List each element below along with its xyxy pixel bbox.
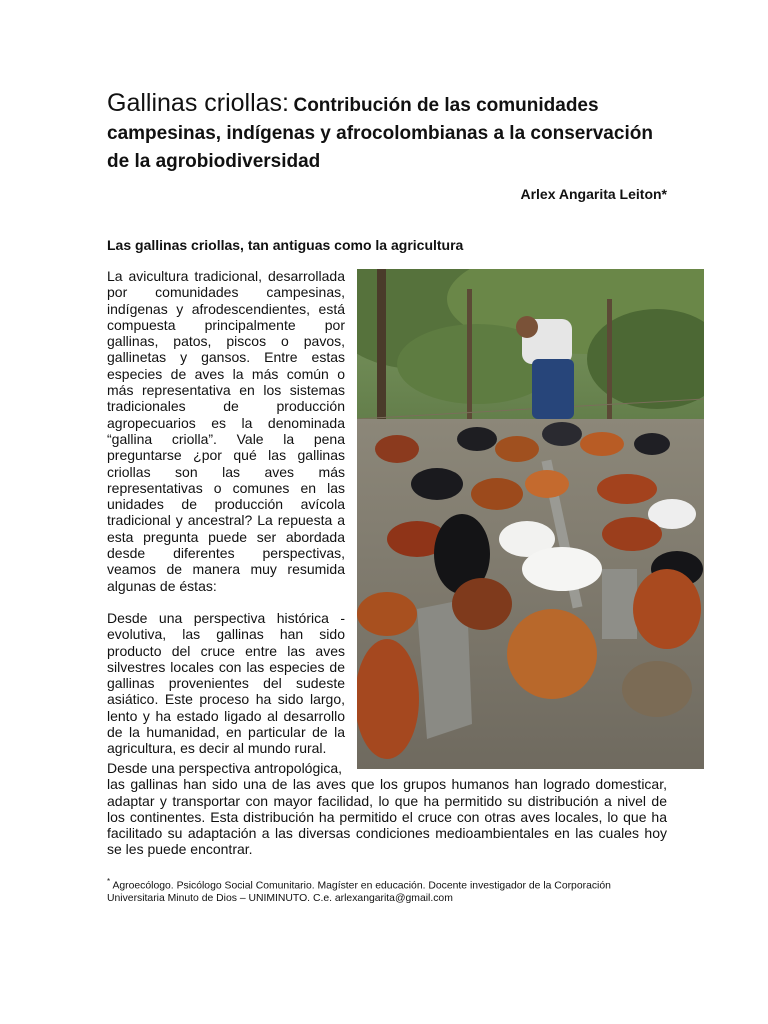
title-subtitle: Contribución de las comunidades campesinas, indígenas y afrocolombianas a la conservación de la agrobiodiversidad <box>107 95 653 172</box>
paragraph-1: La avicultura tradicional, desarrollada por comunidades campesinas, indígenas y afrodescendientes, está compuesta principalmente por gallinas, patos, piscos o pavos, gallinetas y gansos. Entre estas especies de aves la más común o más representativa en los sistemas tradicionales de producción agropecuarios es la denominada “gallina criolla”. Vale la pena preguntarse ¿por qué las gallinas criollas son las aves más representativas o comunes en las unidades de producción avícola tradicional y ancestral? La repuesta a esta pregunta puede ser abordada desde diferentes perspectivas, veamos de manera muy resumida algunas de éstas: <box>107 268 345 594</box>
footnote <box>107 875 667 905</box>
paragraph-3-body: las gallinas han sido una de las aves que los grupos humanos han logrado domesticar, adaptar y transportar con mayor facilidad, lo que ha permitido su distribución a nivel de los continentes. Esta distribución ha permitido el cruce con otras aves locales, lo que ha facilitado su adaptación a las diversas condiciones medioambientales en las cuales hoy se les puede encontrar. <box>107 776 667 858</box>
author-name: Arlex Angarita Leiton* <box>520 186 667 202</box>
section-heading: Las gallinas criollas, tan antiguas como la agricultura <box>107 237 464 253</box>
paragraph-3 <box>107 760 667 858</box>
left-text-column <box>107 268 345 773</box>
footnote-marker: * <box>107 877 111 886</box>
title-main: Gallinas criollas: <box>107 89 290 117</box>
paragraph-3-first-line: Desde una perspectiva antropológica, <box>107 760 343 776</box>
document-title <box>107 90 667 176</box>
chickens-feeding-photo <box>357 269 704 769</box>
paragraph-2: Desde una perspectiva histórica - evolutiva, las gallinas han sido producto del cruce entre las aves silvestres locales con las especies de gallinas provenientes del sudeste asiático. Este proceso ha sido largo, lento y ha estado ligado al desarrollo de la humanidad, en particular de la agricultura, es decir al mundo rural. <box>107 609 345 757</box>
footnote-text: Agroecólogo. Psicólogo Social Comunitario. Magíster en educación. Docente investigador de la Corporación Universitaria Minuto de Dios – UNIMINUTO. C.e. arlexangarita@gmail.com <box>107 880 611 905</box>
